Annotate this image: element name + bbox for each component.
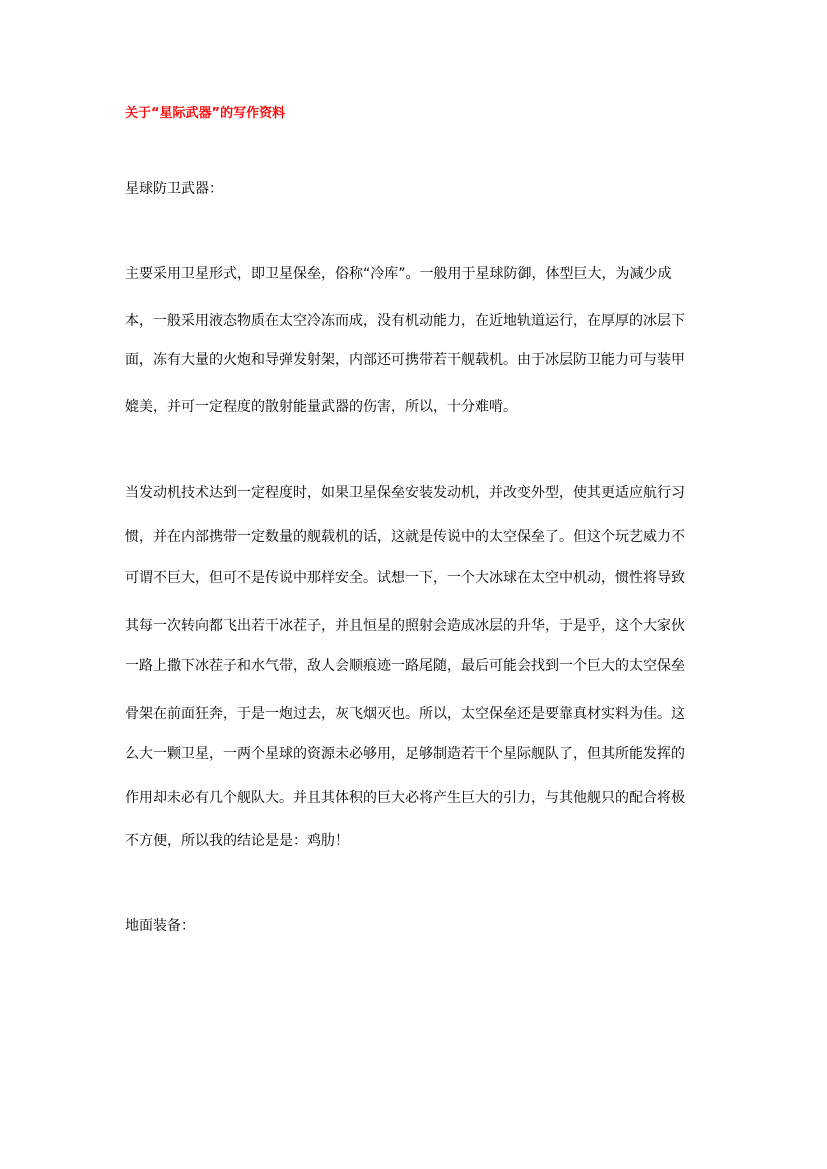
paragraph-line: 惯，并在内部携带一定数量的舰载机的话，这就是传说中的太空保垒了。但这个玩艺威力不 <box>125 529 685 545</box>
paragraph-line: 媲美，并可一定程度的散射能量武器的伤害，所以，十分难啃。 <box>125 399 517 415</box>
section-heading-ground-equipment: 地面装备： <box>125 918 195 934</box>
section-heading-planet-defense: 星球防卫武器： <box>125 181 223 197</box>
paragraph-line: 当发动机技术达到一定程度时，如果卫星保垒安装发动机，并改变外型，使其更适应航行习 <box>125 485 685 501</box>
paragraph-line: 其每一次转向都飞出若干冰茬子，并且恒星的照射会造成冰层的升华，于是乎，这个大家伙 <box>125 618 685 634</box>
paragraph-line: 主要采用卫星形式，即卫星保垒，俗称“冷库”。一般用于星球防御，体型巨大，为减少成 <box>125 266 672 282</box>
paragraph-line: 面，冻有大量的火炮和导弹发射架，内部还可携带若干舰载机。由于冰层防卫能力可与装甲 <box>125 352 685 368</box>
paragraph-line: 不方便，所以我的结论是是：鸡肋！ <box>125 833 349 849</box>
paragraph-line: 本，一般采用液态物质在太空冷冻而成，没有机动能力，在近地轨道运行，在厚厚的冰层下 <box>125 313 685 329</box>
paragraph-line: 么大一颗卫星，一两个星球的资源未必够用，足够制造若干个星际舰队了，但其所能发挥的 <box>125 746 685 762</box>
document-title: 关于“星际武器”的写作资料 <box>125 106 286 121</box>
paragraph-line: 骨架在前面狂奔，于是一炮过去，灰飞烟灭也。所以，太空保垒还是要靠真材实料为佳。这 <box>125 706 685 722</box>
paragraph-line: 作用却未必有几个舰队大。并且其体积的巨大必将产生巨大的引力，与其他舰只的配合将极 <box>125 790 685 806</box>
paragraph-line: 可谓不巨大，但可不是传说中那样安全。试想一下，一个大冰球在太空中机动，惯性将导致 <box>125 570 685 586</box>
paragraph-line: 一路上撒下冰茬子和水气带，敌人会顺痕迹一路尾随，最后可能会找到一个巨大的太空保垒 <box>125 658 685 674</box>
